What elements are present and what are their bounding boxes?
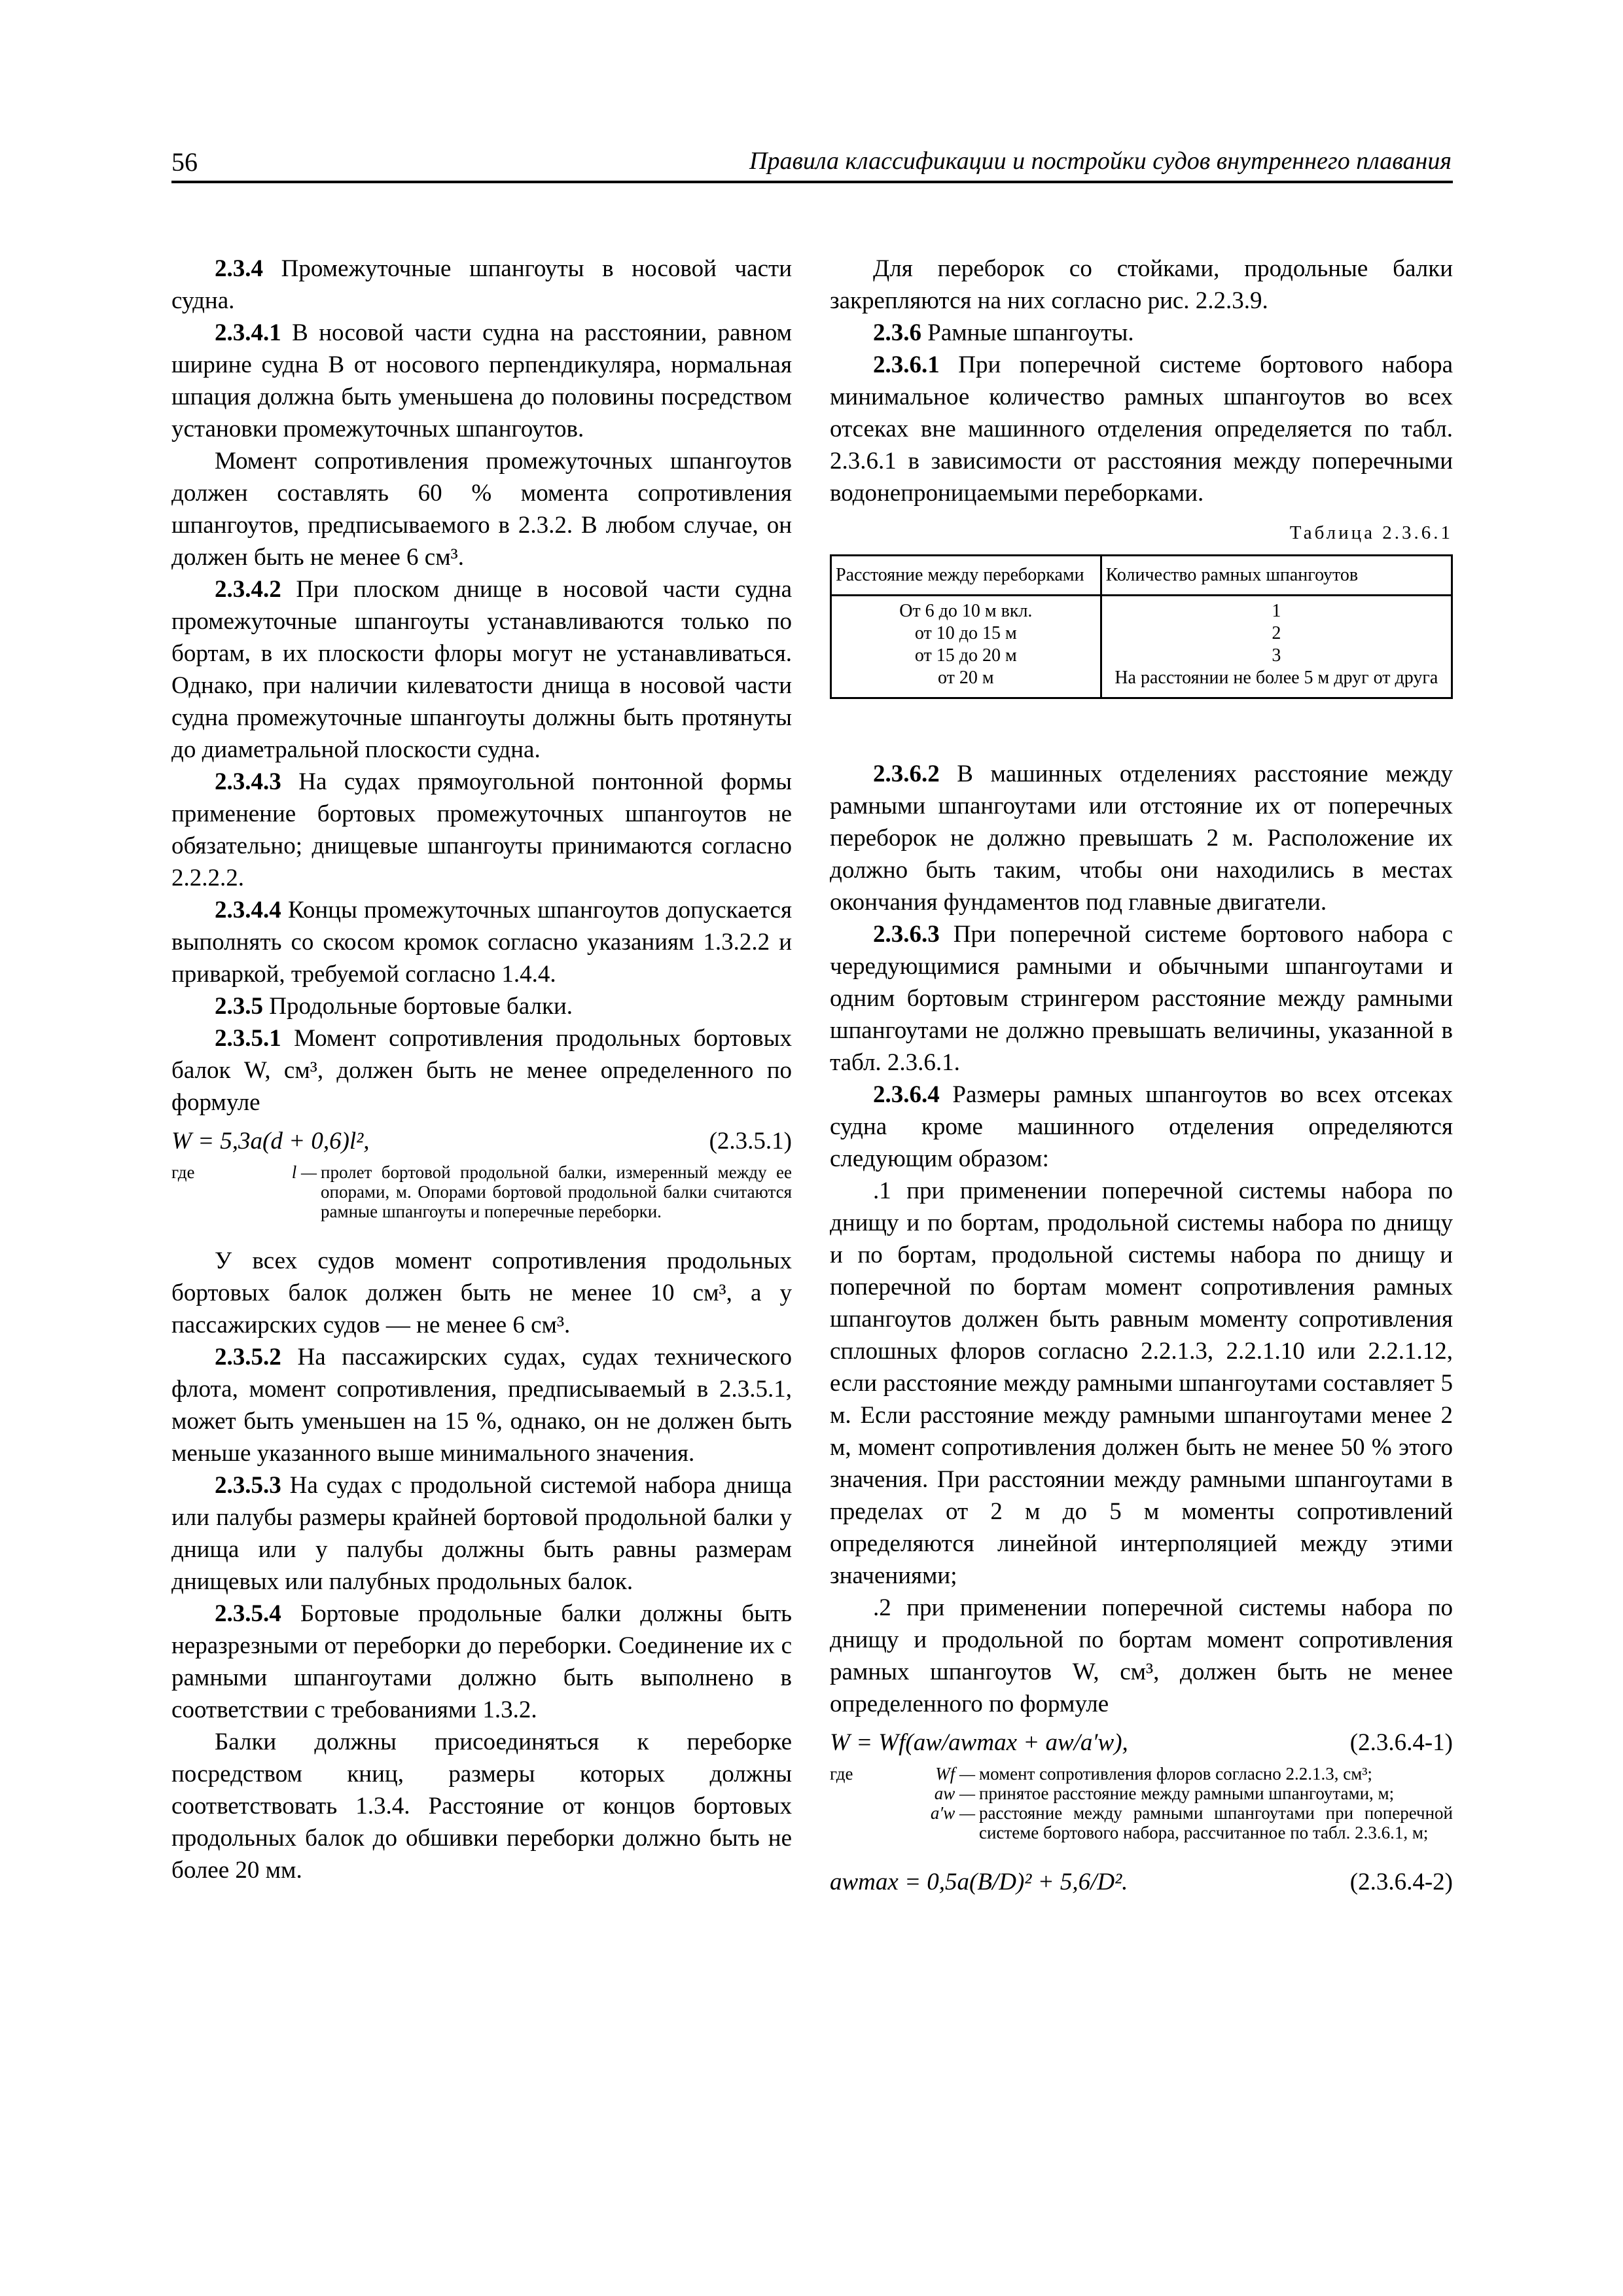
definition-row [902, 1784, 1453, 1803]
table-row-distance: От 6 до 10 м вкл. [899, 601, 1033, 621]
paragraph-2-3-5-4: 2.3.5.4 Бортовые продольные балки должны быть неразрезными от переборки до переборки. Соединение их с рамными шпангоутами должно быть выполнено в соответствии с требованиями 1.3.2. [171, 1600, 792, 1723]
right-column [830, 253, 1453, 1903]
table-row-count: 2 [1272, 623, 1281, 643]
where-keyword: где [171, 1162, 195, 1182]
definition-row [902, 1764, 1453, 1784]
paragraph-2-3-6-1: 2.3.6.1 При поперечной системе бортового набора минимальное количество рамных шпангоутов во всех отсеках вне машинного отделения определяется по табл. 2.3.6.1 в зависимости от расстояния между поперечными водонепроницаемыми переборками. [830, 351, 1453, 507]
definition-row [243, 1162, 792, 1221]
definition-symbol: a′w — [930, 1803, 975, 1823]
paragraph-2-3-5-1: 2.3.5.1 Момент сопротивления продольных бортовых балок W, см³, должен быть не менее определенного по формуле [171, 1025, 792, 1116]
definition-text: момент сопротивления флоров согласно 2.2.1.3, см³; [979, 1764, 1372, 1784]
definition-text: расстояние между рамными шпангоутами при поперечной системе бортового набора, рассчитанное по табл. 2.3.6.1, м; [979, 1803, 1453, 1842]
paragraph-2-3-6-2: 2.3.6.2 В машинных отделениях расстояние между рамными шпангоутами или отстояние их от поперечных переборок не должно превышать 2 м. Расположение их должно быть таким, чтобы они находились в местах окончания фундаментов под главные двигатели. [830, 761, 1453, 916]
section-2-3-4-heading: 2.3.4 Промежуточные шпангоуты в носовой части судна. [171, 255, 792, 314]
list-item-2: .2 при применении поперечной системы набора по днищу и продольной по бортам момент сопротивления рамных шпангоутов W, см³, должен быть не менее определенного по формуле [830, 1594, 1453, 1717]
paragraph-2-3-4-3: 2.3.4.3 На судах прямоугольной понтонной формы применение бортовых промежуточных шпангоутов не обязательно; днищевые шпангоуты принимаются согласно 2.2.2.2. [171, 768, 792, 891]
definition-symbol: aw — [934, 1784, 975, 1803]
table-row-distance: от 20 м [938, 668, 994, 688]
paragraph-2-3-5-3: 2.3.5.3 На судах с продольной системой набора днища или палубы размеры крайней бортовой продольной балки у днища или у палубы должны быть равны размерам днищевых или палубных продольных балок. [171, 1472, 792, 1595]
definition-symbol: l — [291, 1162, 317, 1182]
where-block-1 [171, 1162, 792, 1221]
page-number: 56 [171, 147, 198, 177]
paragraph-2-3-4-1: 2.3.4.1 В носовой части судна на расстоянии, равном ширине судна В от носового перпендикуляра, нормальная шпация должна быть уменьшена до половины посредством установки промежуточных шпангоутов. [171, 319, 792, 442]
table-row-count: 1 [1272, 601, 1281, 621]
table-cell-distance [831, 596, 1101, 698]
paragraph-beams: Балки должны присоединяться к переборке посредством книц, размеры которых должны соответствовать 1.3.4. Расстояние от концов бортовых продольных балок до обшивки переборки должно быть не более 20 мм. [171, 1729, 792, 1884]
paragraph-bulkheads: Для переборок со стойками, продольные балки закрепляются на них согласно рис. 2.2.3.9. [830, 255, 1453, 314]
list-item-1: .1 при применении поперечной системы набора по днищу и по бортам, продольной системы набора по днищу и по бортам, продольной системы набора по днищу и поперечной по бортам момент сопротивления рамных шпангоутов должен быть равным моменту сопротивления сплошных флоров согласно 2.2.1.3, 2.2.1.10 или 2.2.1.12, если расстояние между рамными шпангоутами составляет 5 м. Если расстояние между рамными шпангоутами менее 2 м, момент сопротивления должен быть не менее 50 % этого значения. При расстоянии между рамными шпангоутами в пределах от 2 м до 5 м моменты сопротивлений определяются линейной интерполяцией между этими значениями; [830, 1177, 1453, 1589]
formula-number: (2.3.6.4-2) [1349, 1869, 1453, 1895]
left-column [171, 253, 792, 1886]
where-keyword: где [830, 1764, 853, 1784]
where-block-2 [830, 1764, 1453, 1842]
paragraph-2-3-4-2: 2.3.4.2 При плоском днище в носовой части судна промежуточные шпангоуты устанавливаются только по бортам, в их плоскости флоры могут не устанавливаться. Однако, при наличии килеватости днища в носовой части судна промежуточные шпангоуты должны быть протянуты до диаметральной плоскости судна. [171, 576, 792, 763]
formula-number: (2.3.5.1) [709, 1128, 792, 1155]
definition-text: пролет бортовой продольной балки, измеренный между ее опорами, м. Опорами бортовой продольной балки считаются рамные шпангоуты и поперечные переборки. [321, 1162, 792, 1221]
table-row-distance: от 15 до 20 м [914, 645, 1017, 666]
paragraph-all-ships: У всех судов момент сопротивления продольных бортовых балок должен быть не менее 10 см³, а у пассажирских судов — не менее 6 см³. [171, 1247, 792, 1338]
table-caption: Таблица 2.3.6.1 [1289, 522, 1453, 543]
paragraph-moment: Момент сопротивления промежуточных шпангоутов должен составлять 60 % момента сопротивления шпангоутов, предписываемого в 2.3.2. В любом случае, он должен быть не менее 6 см³. [171, 448, 792, 571]
section-2-3-6-heading: 2.3.6 Рамные шпангоуты. [873, 319, 1134, 346]
table-header-count: Количество рамных шпангоутов [1101, 556, 1452, 596]
definition-symbol: Wf — [935, 1764, 975, 1784]
table-row-count: 3 [1272, 645, 1281, 666]
formula-expression: W = Wf(aw/awmax + aw/a′w), [830, 1729, 1128, 1756]
table-row-count: На расстоянии не более 5 м друг от друга [1115, 668, 1438, 688]
table-cell-count [1101, 596, 1452, 698]
running-header-title: Правила классификации и постройки судов внутреннего плавания [749, 147, 1452, 175]
section-2-3-5-heading: 2.3.5 Продольные бортовые балки. [215, 993, 573, 1020]
formula-expression: W = 5,3a(d + 0,6)l², [171, 1128, 370, 1155]
formula-2-3-6-4-2 [830, 1866, 1453, 1898]
paragraph-2-3-6-3: 2.3.6.3 При поперечной системе бортового набора с чередующимися рамными и обычными шпангоутами и одним бортовым стрингером расстояние между рамными шпангоутами не должно превышать величины, указанной в табл. 2.3.6.1. [830, 921, 1453, 1076]
paragraph-2-3-5-2: 2.3.5.2 На пассажирских судах, судах технического флота, момент сопротивления, предписываемый в 2.3.5.1, может быть уменьшен на 15 %, однако, он не должен быть меньше указанного выше минимального значения. [171, 1344, 792, 1467]
table-header-distance: Расстояние между переборками [831, 556, 1101, 596]
table-row-distance: от 10 до 15 м [914, 623, 1017, 643]
table-2-3-6-1 [830, 554, 1453, 699]
formula-2-3-6-4-1 [830, 1727, 1453, 1759]
formula-2-3-5-1 [171, 1125, 792, 1157]
formula-number: (2.3.6.4-1) [1349, 1729, 1453, 1756]
definition-text: принятое расстояние между рамными шпангоутами, м; [979, 1784, 1395, 1803]
header-rule [171, 181, 1453, 183]
formula-expression: awmax = 0,5a(B/D)² + 5,6/D². [830, 1869, 1128, 1895]
paragraph-2-3-6-4: 2.3.6.4 Размеры рамных шпангоутов во всех отсеках судна кроме машинного отделения определяются следующим образом: [830, 1081, 1453, 1172]
paragraph-2-3-4-4: 2.3.4.4 Концы промежуточных шпангоутов допускается выполнять со скосом кромок согласно указаниям 1.3.2.2 и приваркой, требуемой согласно 1.4.4. [171, 897, 792, 988]
definition-row [902, 1803, 1453, 1842]
